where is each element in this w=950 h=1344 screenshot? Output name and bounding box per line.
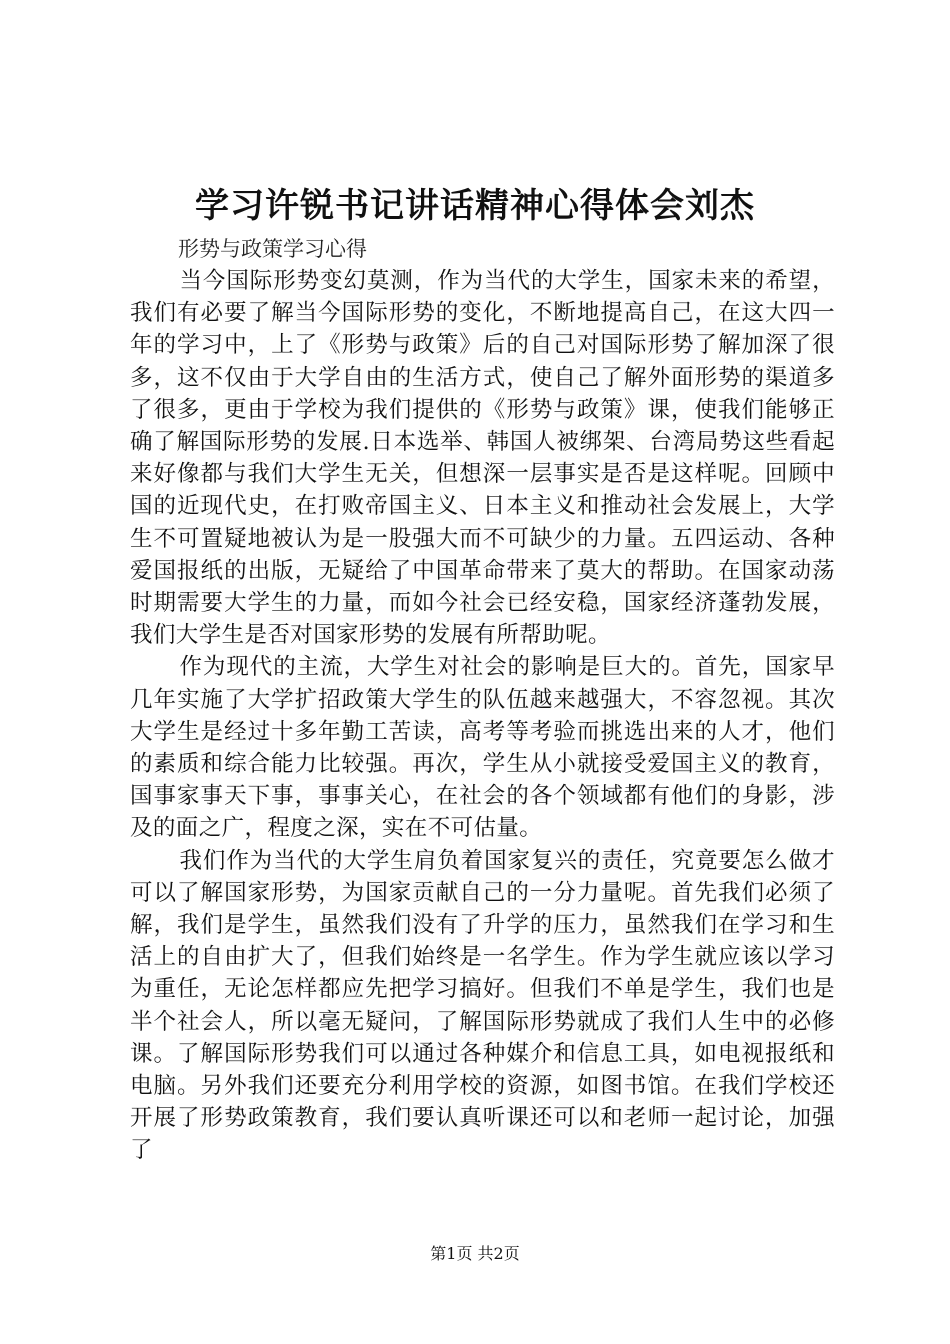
body-paragraph-1: 当今国际形势变幻莫测，作为当代的大学生，国家未来的希望，我们有必要了解当今国际形势的变化，不断地提高自己，在这大四一年的学习中，上了《形势与政策》后的自己对国际形势了解加深了很多，这不仅由于大学自由的生活方式，使自己了解外面形势的渠道多了很多，更由于学校为我们提供的《形势与政策》课，使我们能够正确了解国际形势的发展.日本选举、韩国人被绑架、台湾局势这些看起来好像都与我们大学生无关，但想深一层事实是否是这样呢。回顾中国的近现代史，在打败帝国主义、日本主义和推动社会发展上，大学生不可置疑地被认为是一股强大而不可缺少的力量。五四运动、各种爱国报纸的出版，无疑给了中国革命带来了莫大的帮助。在国家动荡时期需要大学生的力量，而如今社会已经安稳，国家经济蓬勃发展，我们大学生是否对国家形势的发展有所帮助呢。 [130, 268, 835, 649]
page-footer: 第1页 共2页 [430, 1244, 520, 1263]
document-subtitle: 形势与政策学习心得 [178, 237, 367, 261]
document-body [130, 233, 835, 1167]
body-paragraph-2: 作为现代的主流，大学生对社会的影响是巨大的。首先，国家早几年实施了大学扩招政策大学生的队伍越来越强大，不容忽视。其次大学生是经过十多年勤工苦读，高考等考验而挑选出来的人才，他们的素质和综合能力比较强。再次，学生从小就接受爱国主义的教育，国事家事天下事，事事关心，在社会的各个领域都有他们的身影，涉及的面之广，程度之深，实在不可估量。 [130, 654, 835, 842]
document-title: 学习许锐书记讲话精神心得体会刘杰 [195, 186, 755, 226]
body-paragraph-3: 我们作为当代的大学生肩负着国家复兴的责任，究竟要怎么做才可以了解国家形势，为国家贡献自己的一分力量呢。首先我们必须了解，我们是学生，虽然我们没有了升学的压力，虽然我们在学习和生活上的自由扩大了，但我们始终是一名学生。作为学生就应该以学习为重任，无论怎样都应先把学习搞好。但我们不单是学生，我们也是半个社会人，所以毫无疑问，了解国际形势就成了我们人生中的必修课。了解国际形势我们可以通过各种媒介和信息工具，如电视报纸和电脑。另外我们还要充分利用学校的资源，如图书馆。在我们学校还开展了形势政策教育，我们要认真听课还可以和老师一起讨论，加强了 [130, 847, 835, 1164]
